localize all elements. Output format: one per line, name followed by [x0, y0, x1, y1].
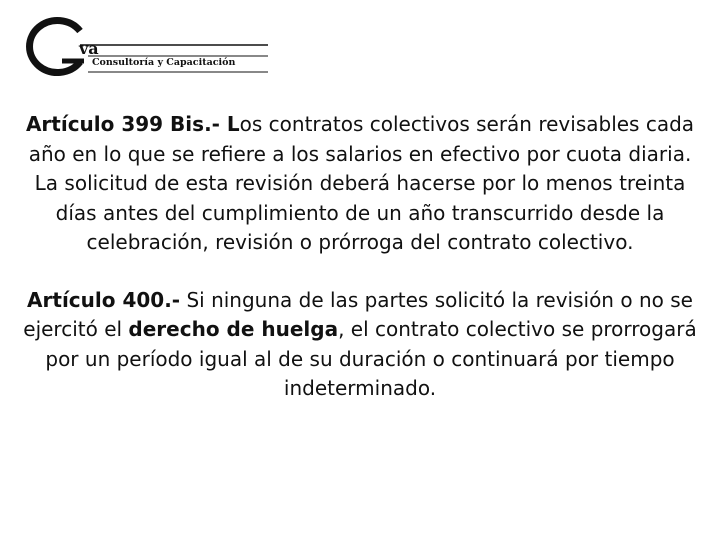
- logo-g-mark-icon: [18, 14, 278, 84]
- article-400-heading: Artículo 400.-: [27, 287, 181, 312]
- logo-letters: va: [79, 39, 99, 58]
- article-399-text: os contratos colectivos serán revisables cada año en lo que se refiere a los salarios en efectivo por cuota diaria. La solicitud de esta revisión deberá hacerse por lo menos treinta días antes del cumplimiento de un año transcurrido desde la celebración, revisión o prórroga del contrato colectivo.: [28, 112, 695, 254]
- article-400-emphasis: derecho de huelga: [128, 317, 339, 341]
- article-400-text-before: Si ninguna de las partes solicitó la revisión o no se ejercitó el: [23, 287, 693, 341]
- article-400-text-after: , el contrato colectivo se prorrogará por un período igual al de su duración o continuará por tiempo indeterminado.: [45, 317, 697, 400]
- article-400-paragraph: [20, 286, 700, 404]
- article-399-heading: Artículo 399 Bis.- L: [25, 112, 240, 136]
- company-logo: [18, 14, 278, 84]
- document-body: [20, 110, 700, 404]
- article-399-paragraph: [20, 110, 700, 258]
- logo-company-name: Consultoría y Capacitación: [92, 57, 236, 68]
